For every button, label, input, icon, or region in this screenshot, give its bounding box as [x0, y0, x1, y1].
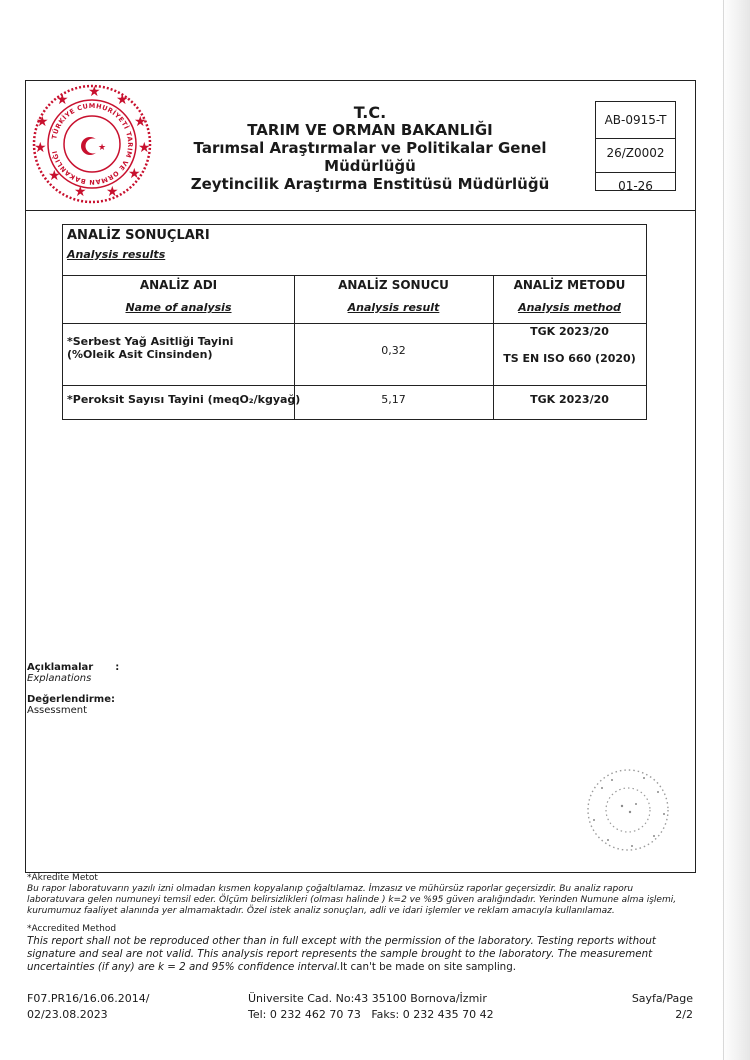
column-header-name: ANALİZ ADI — [139, 278, 218, 292]
assessment-label: Değerlendirme: — [27, 694, 116, 705]
svg-text:★: ★ — [74, 184, 87, 200]
svg-text:★: ★ — [134, 114, 147, 130]
column-header-method: ANALİZ METODU — [513, 278, 626, 292]
svg-text:★: ★ — [98, 143, 107, 153]
scan-edge — [722, 0, 750, 1060]
ministry-seal-logo — [30, 82, 154, 206]
analysis-method: TGK 2023/20 — [530, 393, 609, 406]
scan-edge-line — [723, 0, 724, 1060]
results-subtitle: Analysis results — [67, 248, 166, 261]
svg-text:TÜRKİYE CUMHURİYETİ TARIM VE O: TÜRKİYE CUMHURİYETİ TARIM VE ORMAN BAKANLIĞI — [50, 101, 135, 187]
form-code: F07.PR16/16.06.2014/ 02/23.08.2023 — [27, 992, 150, 1021]
svg-text:★: ★ — [48, 168, 61, 184]
analysis-method-standard: TS EN ISO 660 (2020) — [503, 352, 636, 365]
table-rule — [63, 323, 646, 324]
svg-text:★: ★ — [128, 166, 141, 182]
code-revision: 01-26 — [618, 179, 653, 193]
svg-text:★: ★ — [106, 184, 119, 200]
table-rule — [63, 275, 646, 276]
accredited-note-tr: *Akredite Metot — [27, 873, 98, 883]
svg-text:★: ★ — [88, 84, 101, 100]
header-divider — [25, 210, 696, 211]
institute-contact: Tel: 0 232 462 70 73 Faks: 0 232 435 70 42 — [248, 1008, 494, 1021]
general-directorate: Tarımsal Araştırmalar ve Politikalar Genel Müdürlüğü — [193, 139, 547, 175]
svg-text:★: ★ — [36, 114, 49, 130]
disclaimer-tr: Bu rapor laboratuvarın yazılı izni olmadan kısmen kopyalanıp çoğaltılamaz. İmzasız ve mühürsüz raporlar geçersizdir. Bu analiz raporu laboratuvara gelen numuneyi temsil eder. Ölçüm belirsizlikleri (olması halinde ) k=2 ve %95 güven aralığındadır. Yerinden Numune alma işlemi, kurumumuz faaliyet alanında yer almamaktadır. Özel istek analiz sonuçları, adli ve idari işlemler ve reklam amacıyla kullanılamaz. — [27, 884, 677, 916]
svg-text:★: ★ — [34, 140, 47, 156]
code-accreditation: AB-0915-T — [604, 113, 667, 127]
analysis-name-detail: (%Oleik Asit Cinsinden) — [67, 348, 213, 361]
document-code-box — [595, 101, 676, 191]
analysis-result-value: 5,17 — [381, 393, 406, 406]
ministry-name: TARIM VE ORMAN BAKANLIĞI — [247, 121, 493, 139]
disclaimer-en: This report shall not be reproduced other than in full except with the permission of the laboratory. Testing reports without signature and seal are not valid. This analysis report represents the sample brought to the laboratory. The measurement uncertainties (if any) are k = 2 and 95% confidence interval.It can't be made on site sampling. — [27, 935, 656, 973]
assessment-label-en: Assessment — [27, 705, 87, 716]
column-subheader-result: Analysis result — [347, 301, 440, 314]
analysis-name: *Peroksit Sayısı Tayini (meqO₂/kgyağ) — [67, 393, 301, 406]
svg-text:★: ★ — [116, 92, 129, 108]
institute-name: Zeytincilik Araştırma Enstitüsü Müdürlüğü — [190, 175, 550, 193]
column-subheader-method: Analysis method — [518, 301, 621, 314]
explanations-label: Açıklamalar : — [27, 662, 120, 673]
country-abbrev: T.C. — [353, 103, 387, 122]
column-header-result: ANALİZ SONUCU — [338, 278, 449, 292]
explanations-label-en: Explanations — [27, 673, 92, 684]
institute-address: Üniversite Cad. No:43 35100 Bornova/İzmir Tel: 0 232 462 70 73 Faks: 0 232 435 70 42 — [248, 992, 494, 1021]
table-rule — [63, 385, 646, 386]
results-title: ANALİZ SONUÇLARI — [67, 228, 210, 243]
analysis-results-table — [62, 224, 647, 420]
svg-text:★: ★ — [138, 140, 151, 156]
analysis-name: *Serbest Yağ Asitliği Tayini — [67, 335, 234, 348]
analysis-method: TGK 2023/20 — [530, 325, 609, 338]
svg-text:★: ★ — [56, 92, 69, 108]
laboratory-stamp — [572, 762, 690, 860]
column-subheader-name: Name of analysis — [125, 301, 232, 314]
code-divider — [596, 138, 675, 139]
code-divider — [596, 172, 675, 173]
analysis-result-value: 0,32 — [381, 344, 406, 357]
page-number: Sayfa/Page 2/2 — [631, 992, 693, 1021]
accredited-note-en: *Accredited Method — [27, 924, 117, 934]
code-reference: 26/Z0002 — [606, 146, 665, 160]
